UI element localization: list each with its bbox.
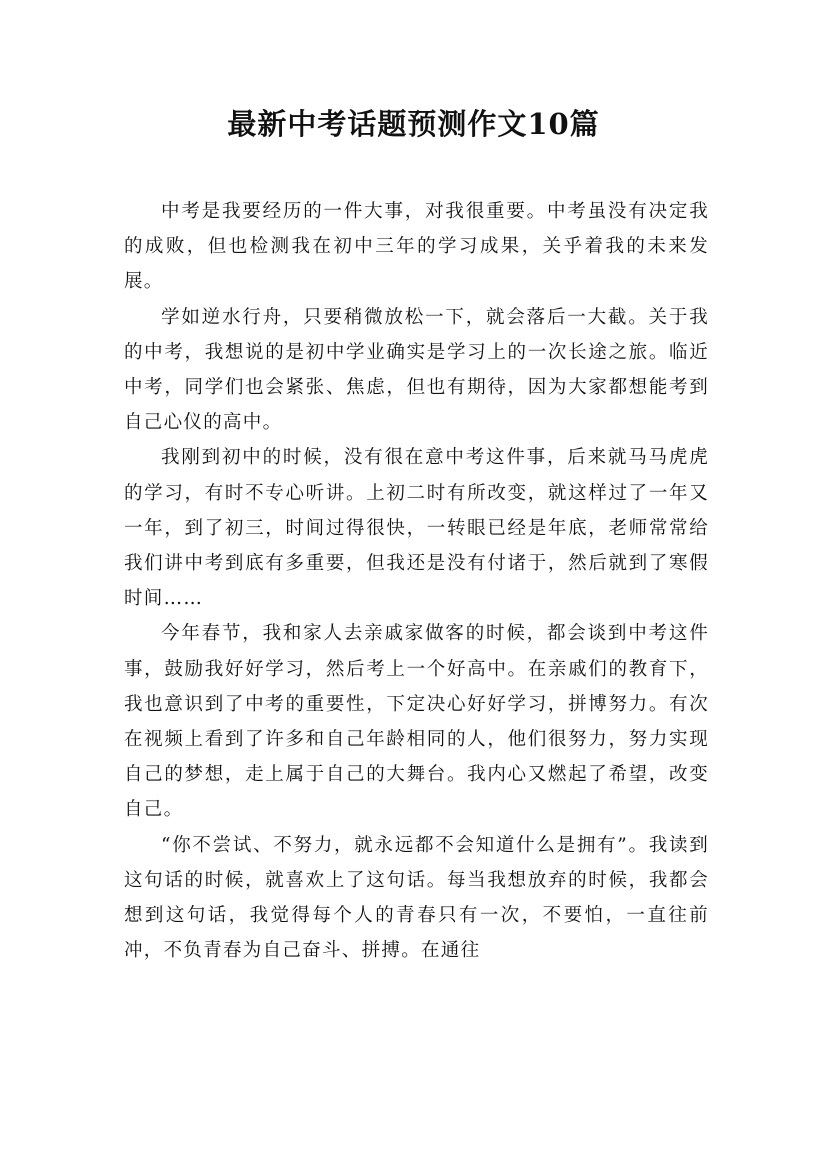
paragraph-5: “你不尝试、不努力，就永远都不会知道什么是拥有”。我读到这句话的时候，就喜欢上了这句话。每当我想放弃的时候，我都会想到这句话，我觉得每个人的青春只有一次，不要怕，一直往前冲，不负青春为自己奋斗、拼搏。在通往: [124, 834, 709, 962]
document-title: 最新中考话题预测作文10篇: [227, 107, 600, 141]
paragraph-2: 学如逆水行舟，只要稍微放松一下，就会落后一大截。关于我的中考，我想说的是初中学业确实是学习上的一次长途之旅。临近中考，同学们也会紧张、焦虑，但也有期待，因为大家都想能考到自己心仪的高中。: [124, 306, 709, 434]
paragraph-4: 今年春节，我和家人去亲戚家做客的时候，都会谈到中考这件事，鼓励我好好学习，然后考上一个好高中。在亲戚们的教育下，我也意识到了中考的重要性，下定决心好好学习，拼博努力。有次在视频上看到了许多和自己年龄相同的人，他们很努力，努力实现自己的梦想，走上属于自己的大舞台。我内心又燃起了希望，改变自己。: [124, 623, 709, 821]
paragraph-3: 我刚到初中的时候，没有很在意中考这件事，后来就马马虎虎的学习，有时不专心听讲。上初二时有所改变，就这样过了一年又一年，到了初三，时间过得很快，一转眼已经是年底，老师常常给我们讲中考到底有多重要，但我还是没有付诸于，然后就到了寒假时间……: [124, 447, 709, 610]
paragraph-1: 中考是我要经历的一件大事，对我很重要。中考虽没有决定我的成败，但也检测我在初中三年的学习成果，关乎着我的未来发展。: [124, 201, 709, 293]
document-body: [124, 194, 709, 968]
